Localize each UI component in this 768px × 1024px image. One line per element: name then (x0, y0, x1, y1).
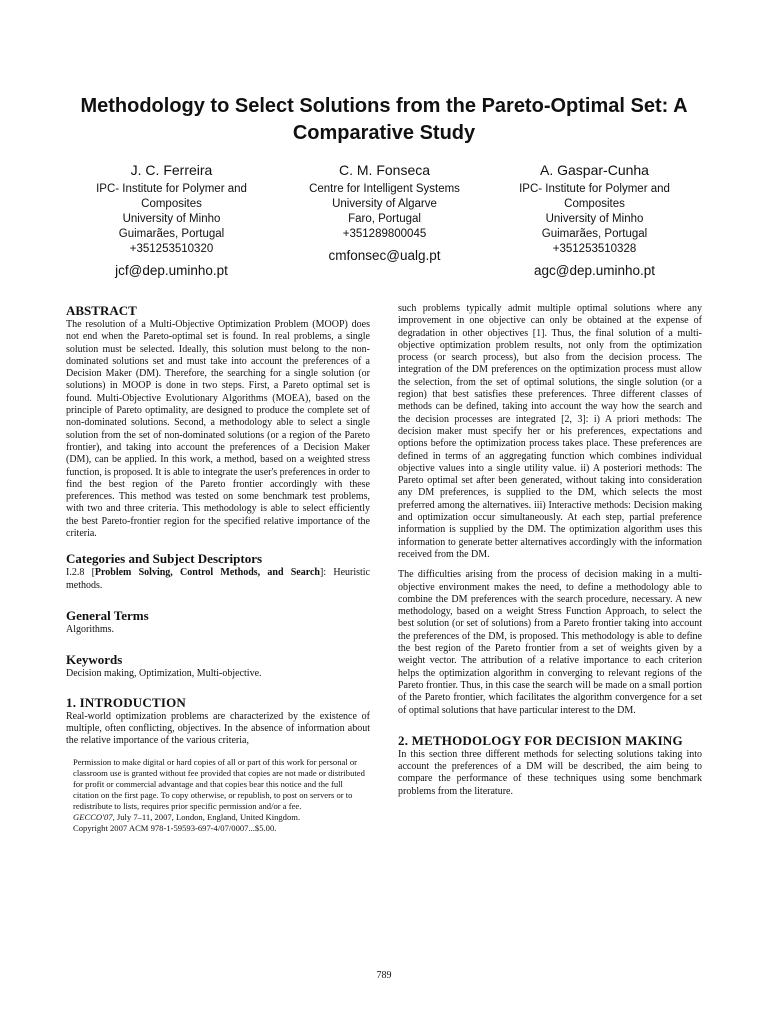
right-paragraph-2: The difficulties arising from the process of decision making in a multi-objective environment makes the need, to define a methodology able to combine the DM preferences with the search procedure, necessary. A new methodology, based on a weight Stress Function Approach, to select the best solution (or set of solutions) from a Pareto frontier taking into account the preferences of the DM, is proposed. This methodology is able to define the best region of the Pareto frontier from a set of weights given by a weight vector. The attribution of a relative importance to each criterion helps the optimization algorithm in converging to relevant regions of the Pareto frontier. Thus, in this case the search will be made on a small portion of the Pareto frontier, which facilitates the algorithm convergence for a set of optimal solutions that have particular interest to the DM. (398, 569, 702, 716)
section-2-heading: 2. METHODOLOGY FOR DECISION MAKING (398, 732, 683, 748)
introduction-text: Real-world optimization problems are characterized by the existence of multiple, often conflicting, objectives. In the absence of information about the relative importance of the various criteria, (66, 710, 370, 747)
author-affiliation-line: University of Minho (122, 213, 221, 225)
permission-footnote (73, 757, 370, 834)
right-paragraph-1: such problems typically admit multiple optimal solutions where any improvement in one objective can only be obtained at the expense of degradation in other objectives [1]. Thus, the final solution of a multi-objective optimization problem results, not only from the optimization process (or search process), but also from the decision process. The integration of the DM preferences on the optimization process must allow the selection, from the set of optimal solutions, the single solution (or a region) that best satisfies these preferences. Three different classes of methods can be defined, taking into account the way how the search and the decision processes are integrated [2, 3]: i) A priori methods: The decision maker must specify her or his preferences, expectations and options before the optimization process takes place. These preferences are defined in terms of an aggregating function which combines individual objective values into a single utility value. ii) A posteriori methods: The Pareto optimal set after been generated, without taking into consideration any DM preferences, is supplied to the DM, which selects the most preferred among the alternatives. iii) Interactive methods: Decision making and optimization occur simultaneously. At each step, partial preference information is supplied by the DM. The optimization algorithm uses this information to generate better alternatives accordingly with the information received from the DM. (398, 303, 702, 560)
page-number: 789 (376, 970, 392, 981)
author-email: cmfonsec@ualg.pt (328, 248, 441, 263)
conference-details: , July 7–11, 2007, London, England, United Kingdom. (112, 812, 301, 823)
author-name: A. Gaspar-Cunha (540, 162, 649, 178)
conference-name: GECCO'07 (73, 812, 113, 823)
category-code: I.2.8 [ (66, 567, 95, 579)
author-affiliation-line: IPC- Institute for Polymer and (96, 183, 247, 195)
keywords-heading: Keywords (66, 652, 123, 668)
categories-heading: Categories and Subject Descriptors (66, 551, 263, 567)
author-block-1 (64, 161, 279, 280)
introduction-heading: 1. INTRODUCTION (66, 694, 187, 710)
author-affiliation-line: Guimarães, Portugal (118, 228, 225, 240)
permission-text: Permission to make digital or hard copies of all or part of this work for personal or classroom use is granted without fee provided that copies are not made or distributed for profit or commercial advantage and that copies bear this notice and the full citation on the first page. To copy otherwise, or republish, to post on servers or to redistribute to lists, requires prior specific permission and/or a fee. (73, 757, 365, 812)
category-bold: Problem Solving, Control Methods, and Search (94, 567, 320, 579)
section-2-text: In this section three different methods for selecting solutions taking into account the preferences of a DM will be described, the aim being to compare the performance of these techniques using some benchmark problems from the literature. (398, 748, 702, 797)
abstract-heading: ABSTRACT (66, 303, 137, 318)
left-column (66, 303, 370, 834)
right-column (398, 303, 702, 798)
general-terms-text: Algorithms. (66, 623, 115, 635)
author-phone: +351253510320 (129, 243, 214, 255)
author-affiliation-line: Centre for Intelligent Systems (309, 183, 460, 195)
categories-text (66, 567, 370, 592)
author-affiliation-line: University of Algarve (332, 198, 437, 210)
author-affiliation-line: Composites (564, 198, 625, 210)
abstract-text: The resolution of a Multi-Objective Optimization Problem (MOOP) does not end when the Pareto-optimal set is found. In real problems, a single solution must be selected. Ideally, this solution must belong to the non-dominated solutions set and must take into account the preferences of a Decision Maker (DM). Therefore, the searching for a single solution (or solutions) in MOOP is done in two steps. First, a Pareto optimal set is found. Multi-Objective Evolutionary Algorithms (MOEA), based on the principle of Pareto optimality, are designed to produce the complete set of non-dominated solutions. Second, a methodology able to select a single solution from the set of non-dominated solutions (or a region of the Pareto frontier), and taking into account the preferences of a Decision Maker (DM), can be applied. In this work, a method, based on a weighted stress function, is proposed. It is able to integrate the user's preferences in order to find the best region of the Pareto frontier accordingly with these preferences. This method was tested on some benchmark test problems, with two and three criteria. This methodology is able to select efficiently the best Pareto-frontier region for the specified relative importance of the criteria. (66, 319, 370, 540)
author-name: C. M. Fonseca (338, 162, 431, 178)
author-affiliation-line: Guimarães, Portugal (541, 228, 648, 240)
author-block-3 (487, 161, 702, 280)
author-affiliation-line: IPC- Institute for Polymer and (519, 183, 670, 195)
author-email: agc@dep.uminho.pt (533, 263, 656, 278)
author-phone: +351289800045 (342, 228, 427, 240)
author-affiliation-line: Faro, Portugal (348, 213, 421, 225)
author-affiliation-line: University of Minho (545, 213, 644, 225)
category-rest: ]: Heuristic methods. (66, 567, 371, 591)
copyright-line: Copyright 2007 ACM 978-1-59593-697-4/07/0007...$5.00. (73, 823, 277, 834)
keywords-text: Decision making, Optimization, Multi-objective. (66, 668, 262, 680)
author-block-2 (277, 161, 492, 265)
author-phone: +351253510328 (552, 243, 637, 255)
author-affiliation-line: Composites (141, 198, 202, 210)
conference-line (73, 812, 370, 823)
general-terms-heading: General Terms (66, 607, 149, 623)
author-email: jcf@dep.uminho.pt (115, 263, 228, 278)
paper-title: Methodology to Select Solutions from the Pareto-Optimal Set: A Comparative Study (80, 95, 688, 144)
author-name: J. C. Ferreira (130, 162, 213, 178)
